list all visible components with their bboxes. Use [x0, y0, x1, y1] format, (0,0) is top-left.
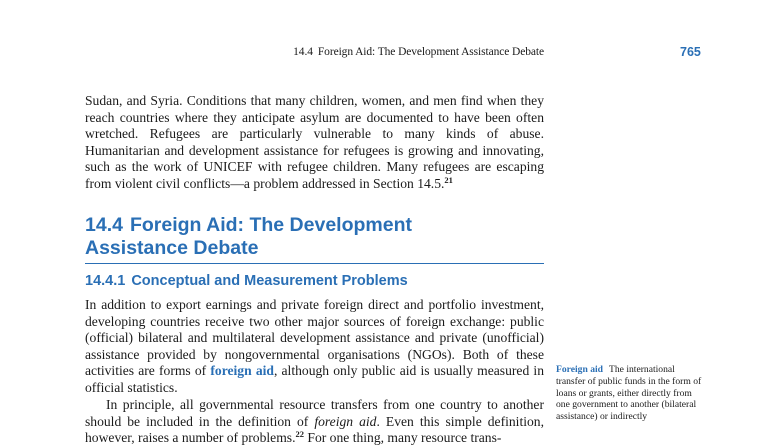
key-term-foreign-aid: foreign aid [210, 363, 274, 379]
paragraph-2-after: , although only public aid is usually measured in official statistics. [85, 363, 544, 395]
subsection-title: Conceptual and Measurement Problems [131, 273, 408, 289]
paragraph-2 [85, 297, 544, 397]
footnote-marker[interactable]: 21 [444, 174, 453, 185]
subsection-heading [85, 272, 408, 290]
running-head [0, 46, 544, 58]
emphasis-foreign-aid: foreign aid [314, 413, 377, 429]
margin-definition-term: Foreign aid [556, 364, 603, 375]
paragraph-3-before: In principle, all governmental resource transfers from one country to another should be included in the definition of [85, 397, 544, 429]
footnote-marker[interactable]: 22 [295, 429, 304, 440]
paragraph-3-middle: . Even this simple definition, however, raises a number of problems. [85, 413, 544, 446]
margin-definition-text: The international transfer of public funds in the form of loans or grants, either directly from one government to another (bilateral assistance) or indirectly [556, 364, 702, 423]
paragraph-1 [85, 93, 544, 193]
page-number: 765 [680, 45, 701, 59]
section-title-line-2: Assistance Debate [85, 237, 259, 259]
paragraph-1-text: Sudan, and Syria. Conditions that many children, women, and men find when they reach countries where they anticipate asylum are documented to have been often wretched. Refugees are particularly vulnerable to many kinds of abuse. Humanitarian and development assistance for refugees is growing and innovating, such as the work of UNICEF with refugee children. Many refugees are escaping from violent civil conflicts—a problem addressed in Section 14.5. [85, 93, 544, 191]
running-head-section-number: 14.4 [293, 46, 313, 58]
running-head-title: Foreign Aid: The Development Assistance Debate [317, 46, 544, 58]
section-title-line-1: Foreign Aid: The Development [129, 214, 412, 236]
subsection-number: 14.4.1 [85, 273, 126, 289]
section-heading-line-1 [85, 214, 544, 237]
paragraph-3 [85, 397, 544, 447]
section-heading [85, 214, 544, 264]
paragraph-2-before: In addition to export earnings and private foreign direct and portfolio investment, developing countries receive two other major sources of foreign exchange: public (official) bilateral and multilateral development assistance and private (unofficial) assistance provided by nongovernmental organisations (NGOs). Both of these activities are forms of [85, 297, 544, 379]
section-number: 14.4 [85, 214, 123, 236]
margin-definition [556, 364, 702, 423]
paragraph-3-after: For one thing, many resource trans- [303, 430, 502, 446]
